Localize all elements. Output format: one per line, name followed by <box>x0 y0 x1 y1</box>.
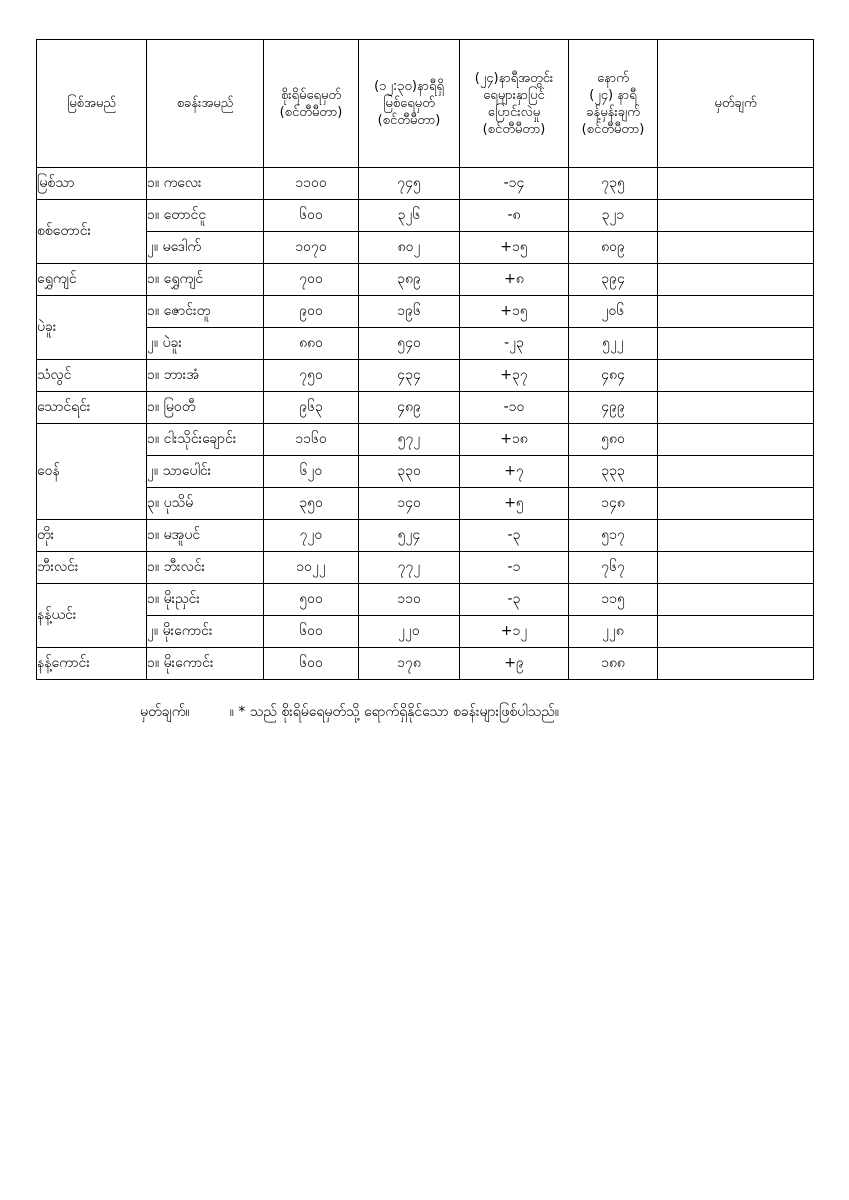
current-level-cell: ၄၃၄ <box>359 360 460 392</box>
station-cell: ၁။ ကလေး <box>147 168 264 200</box>
header-river-name <box>37 40 147 168</box>
danger-level-cell: ၇၅၀ <box>264 360 359 392</box>
header-24h-forecast <box>569 40 658 168</box>
danger-level-cell: ၅၀၀ <box>264 584 359 616</box>
current-level-cell: ၅၇၂ <box>359 424 460 456</box>
change-cell: +၈ <box>460 264 569 296</box>
station-cell: ၂။ သာပေါင်း <box>147 456 264 488</box>
forecast-cell: ၇၆၇ <box>569 552 658 584</box>
danger-level-cell: ၇၂၀ <box>264 520 359 552</box>
river-name-cell: ပဲခူး <box>37 296 147 360</box>
remark-cell <box>658 168 814 200</box>
table-row <box>37 488 814 520</box>
danger-level-cell: ၆၂၀ <box>264 456 359 488</box>
river-name-cell: ရွှေကျင် <box>37 264 147 296</box>
station-cell: ၂။ မိုးကောင်း <box>147 616 264 648</box>
danger-level-cell: ၉၀၀ <box>264 296 359 328</box>
change-cell: +၁၂ <box>460 616 569 648</box>
table-row <box>37 232 814 264</box>
station-cell: ၁။ ဇောင်းတူ <box>147 296 264 328</box>
remark-cell <box>658 648 814 680</box>
change-cell: +၁၈ <box>460 424 569 456</box>
table-row <box>37 520 814 552</box>
table-row <box>37 456 814 488</box>
forecast-cell: ၂၂၈ <box>569 616 658 648</box>
station-cell: ၁။ မြဝတီ <box>147 392 264 424</box>
header-line: ခန့်မှန်းချက် <box>586 104 640 120</box>
change-cell: -၃ <box>460 520 569 552</box>
station-cell: ၁။ ဘားအံ <box>147 360 264 392</box>
station-cell: ၂။ မဒေါက် <box>147 232 264 264</box>
current-level-cell: ၁၇၈ <box>359 648 460 680</box>
current-level-cell: ၁၉၆ <box>359 296 460 328</box>
forecast-cell: ၂၀၆ <box>569 296 658 328</box>
forecast-cell: ၃၃၃ <box>569 456 658 488</box>
table-body <box>37 168 814 680</box>
forecast-cell: ၅၂၂ <box>569 328 658 360</box>
forecast-cell: ၁၁၅ <box>569 584 658 616</box>
header-line: မြစ်ရေမှတ် <box>383 96 435 111</box>
danger-level-cell: ၁၀၇၀ <box>264 232 359 264</box>
table-header-row <box>37 40 814 168</box>
current-level-cell: ၇၄၅ <box>359 168 460 200</box>
table-row <box>37 552 814 584</box>
header-24h-change <box>460 40 569 168</box>
change-cell: +၅ <box>460 488 569 520</box>
station-cell: ၁။ ရွှေကျင် <box>147 264 264 296</box>
change-cell: +၁၅ <box>460 232 569 264</box>
change-cell: -၂၃ <box>460 328 569 360</box>
remark-cell <box>658 616 814 648</box>
remark-cell <box>658 328 814 360</box>
header-line: ပြောင်းလဲမှု <box>487 104 541 120</box>
table-row <box>37 648 814 680</box>
table-row <box>37 392 814 424</box>
forecast-cell: ၈၀၉ <box>569 232 658 264</box>
change-cell: -၁၄ <box>460 168 569 200</box>
change-cell: +၁၅ <box>460 296 569 328</box>
table-row <box>37 424 814 456</box>
header-line: မြစ်အမည် <box>67 96 116 111</box>
forecast-cell: ၅၁၇ <box>569 520 658 552</box>
footnote-label: မှတ်ချက်။ <box>140 704 190 720</box>
table-row <box>37 616 814 648</box>
header-line: စခန်းအမည် <box>176 96 234 111</box>
danger-level-cell: ၆၀၀ <box>264 200 359 232</box>
remark-cell <box>658 424 814 456</box>
remark-cell <box>658 296 814 328</box>
river-name-cell: သံလွင် <box>37 360 147 392</box>
current-level-cell: ၂၂၀ <box>359 616 460 648</box>
header-line: ရေများနှာပြင် <box>483 87 545 103</box>
current-level-cell: ၃၈၉ <box>359 264 460 296</box>
current-level-cell: ၅၄၀ <box>359 328 460 360</box>
river-name-cell: စစ်တောင်း <box>37 200 147 264</box>
station-cell: ၁။ ဘီးလင်း <box>147 552 264 584</box>
danger-level-cell: ၈၈၀ <box>264 328 359 360</box>
remark-cell <box>658 584 814 616</box>
remark-cell <box>658 232 814 264</box>
remark-cell <box>658 360 814 392</box>
river-name-cell: မြစ်သာ <box>37 168 147 200</box>
station-cell: ၁။ မိုးကောင်း <box>147 648 264 680</box>
header-line: နောက် <box>597 70 629 86</box>
current-level-cell: ၅၂၄ <box>359 520 460 552</box>
header-station-name <box>147 40 264 168</box>
station-cell: ၁။ ငါးသိုင်းချောင်း <box>147 424 264 456</box>
change-cell: -၈ <box>460 200 569 232</box>
remark-cell <box>658 456 814 488</box>
header-line: (စင်တီမီတာ) <box>377 113 441 128</box>
footnote <box>140 702 559 723</box>
river-name-cell: ဝေန် <box>37 424 147 520</box>
footnote-text: ။ * သည် စိုးရိမ်ရေမှတ်သို့ ရောက်ရှိနိုင်သော စခန်းများဖြစ်ပါသည်။ <box>229 704 559 720</box>
danger-level-cell: ၁၁၆၀ <box>264 424 359 456</box>
table-row <box>37 296 814 328</box>
forecast-cell: ၄၉၉ <box>569 392 658 424</box>
table-row <box>37 360 814 392</box>
danger-level-cell: ၆၀၀ <box>264 648 359 680</box>
table-row <box>37 328 814 360</box>
remark-cell <box>658 264 814 296</box>
remark-cell <box>658 392 814 424</box>
change-cell: +၉ <box>460 648 569 680</box>
table-row <box>37 584 814 616</box>
remark-cell <box>658 200 814 232</box>
danger-level-cell: ၁၀၂၂ <box>264 552 359 584</box>
header-line: စိုးရိမ်ရေမှတ် <box>280 87 342 103</box>
river-name-cell: ဘီးလင်း <box>37 552 147 584</box>
danger-level-cell: ၁၁၀၀ <box>264 168 359 200</box>
header-line: (၂၄) နာရီ <box>589 87 637 103</box>
table-row <box>37 168 814 200</box>
station-cell: ၁။ မိုးညှင်း <box>147 584 264 616</box>
change-cell: +၇ <box>460 456 569 488</box>
header-danger-level <box>264 40 359 168</box>
remark-cell <box>658 520 814 552</box>
station-cell: ၃။ ပုသိမ် <box>147 488 264 520</box>
table-row <box>37 264 814 296</box>
header-remarks <box>658 40 814 168</box>
remark-cell <box>658 552 814 584</box>
river-name-cell: နန့်ယင်း <box>37 584 147 648</box>
change-cell: -၃ <box>460 584 569 616</box>
danger-level-cell: ၉၆၃ <box>264 392 359 424</box>
header-current-level <box>359 40 460 168</box>
station-cell: ၁။ မအူပင် <box>147 520 264 552</box>
river-name-cell: နန့်ကောင်း <box>37 648 147 680</box>
current-level-cell: ၁၁၀ <box>359 584 460 616</box>
table-row <box>37 200 814 232</box>
current-level-cell: ၈၀၂ <box>359 232 460 264</box>
current-level-cell: ၄၈၉ <box>359 392 460 424</box>
forecast-cell: ၅၈၀ <box>569 424 658 456</box>
forecast-cell: ၁၈၈ <box>569 648 658 680</box>
forecast-cell: ၁၄၈ <box>569 488 658 520</box>
danger-level-cell: ၇၀၀ <box>264 264 359 296</box>
danger-level-cell: ၃၅၀ <box>264 488 359 520</box>
header-line: မှတ်ချက် <box>714 96 757 111</box>
forecast-cell: ၇၃၅ <box>569 168 658 200</box>
header-line: (စင်တီမီတာ) <box>581 121 645 137</box>
danger-level-cell: ၆၀၀ <box>264 616 359 648</box>
current-level-cell: ၃၂၆ <box>359 200 460 232</box>
remark-cell <box>658 488 814 520</box>
current-level-cell: ၃၃၀ <box>359 456 460 488</box>
forecast-cell: ၄၈၄ <box>569 360 658 392</box>
river-name-cell: သောင်ရင်း <box>37 392 147 424</box>
forecast-cell: ၃၉၄ <box>569 264 658 296</box>
header-line: (စင်တီမီတာ) <box>482 121 546 137</box>
current-level-cell: ၇၇၂ <box>359 552 460 584</box>
header-line: (၁၂:၃၀)နာရီရှိ <box>374 79 444 94</box>
river-name-cell: တိုး <box>37 520 147 552</box>
station-cell: ၂။ ပဲခူး <box>147 328 264 360</box>
change-cell: +၃၇ <box>460 360 569 392</box>
station-cell: ၁။ တောင်ငူ <box>147 200 264 232</box>
current-level-cell: ၁၄၀ <box>359 488 460 520</box>
header-line: (၂၄)နာရီအတွင်း <box>474 70 554 86</box>
forecast-cell: ၃၂၁ <box>569 200 658 232</box>
change-cell: -၁၀ <box>460 392 569 424</box>
change-cell: -၁ <box>460 552 569 584</box>
river-level-table <box>36 39 814 680</box>
header-line: (စင်တီမီတာ) <box>279 104 343 120</box>
